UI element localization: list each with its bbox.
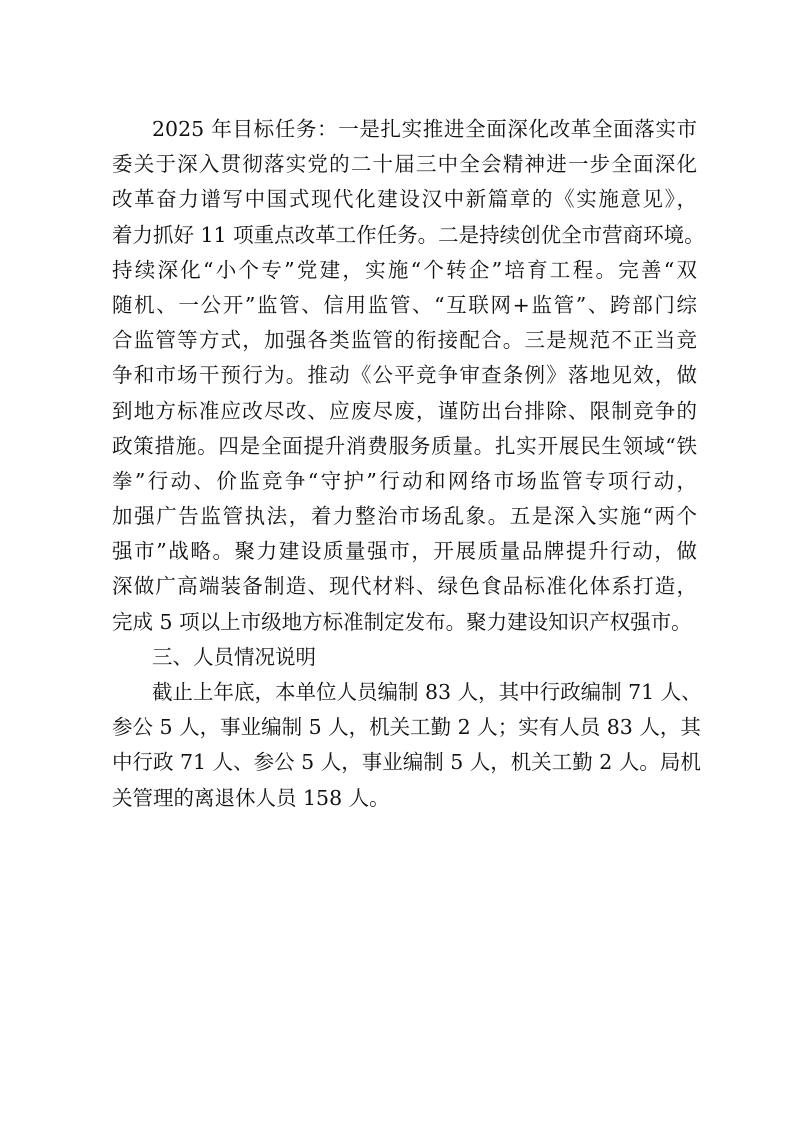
paragraph-line: 随机、一公开”监管、信用监管、“互联网+监管”、跨部门综 <box>112 292 697 317</box>
section-heading: 三、人员情况说明 <box>152 644 316 669</box>
paragraph-line: 强市”战略。聚力建设质量强市，开展质量品牌提升行动，做 <box>112 539 697 564</box>
paragraph-line: 截止上年底，本单位人员编制 83 人，其中行政编制 71 人、 <box>152 680 702 704</box>
paragraph-line: 政策措施。四是全面提升消费服务质量。扎实开展民生领域“铁 <box>112 433 697 458</box>
paragraph-line: 中行政 71 人、参公 5 人，事业编制 5 人，机关工勤 2 人。局机 <box>112 750 701 775</box>
paragraph-line: 参公 5 人，事业编制 5 人，机关工勤 2 人；实有人员 83 人，其 <box>112 715 701 740</box>
paragraph-line: 深做广高端装备制造、现代材料、绿色食品标准化体系打造， <box>112 574 697 599</box>
paragraph-line: 改革奋力谱写中国式现代化建设汉中新篇章的《实施意见》， <box>112 187 697 212</box>
paragraph-line: 加强广告监管执法，着力整治市场乱象。五是深入实施“两个 <box>112 504 697 529</box>
goals-paragraph <box>112 112 705 640</box>
document-page <box>112 112 705 816</box>
paragraph-line: 2025 年目标任务：一是扎实推进全面深化改革全面落实市 <box>152 117 697 141</box>
paragraph-line: 着力抓好 11 项重点改革工作任务。二是持续创优全市营商环境。 <box>112 222 705 247</box>
paragraph-line: 持续深化“小个专”党建，实施“个转企”培育工程。完善“双 <box>112 257 697 282</box>
paragraph-line: 拳”行动、价监竞争“守护”行动和网络市场监管专项行动， <box>112 468 697 493</box>
paragraph-line: 合监管等方式，加强各类监管的衔接配合。三是规范不正当竞 <box>112 328 697 353</box>
staff-paragraph <box>112 675 702 816</box>
paragraph-line: 完成 5 项以上市级地方标准制定发布。聚力建设知识产权强市。 <box>112 609 692 634</box>
paragraph-line: 争和市场干预行为。推动《公平竞争审查条例》落地见效，做 <box>112 363 697 388</box>
paragraph-line: 委关于深入贯彻落实党的二十届三中全会精神进一步全面深化 <box>112 152 697 177</box>
paragraph-line: 关管理的离退休人员 158 人。 <box>112 785 390 810</box>
paragraph-line: 到地方标准应改尽改、应废尽废，谨防出台排除、限制竞争的 <box>112 398 697 423</box>
